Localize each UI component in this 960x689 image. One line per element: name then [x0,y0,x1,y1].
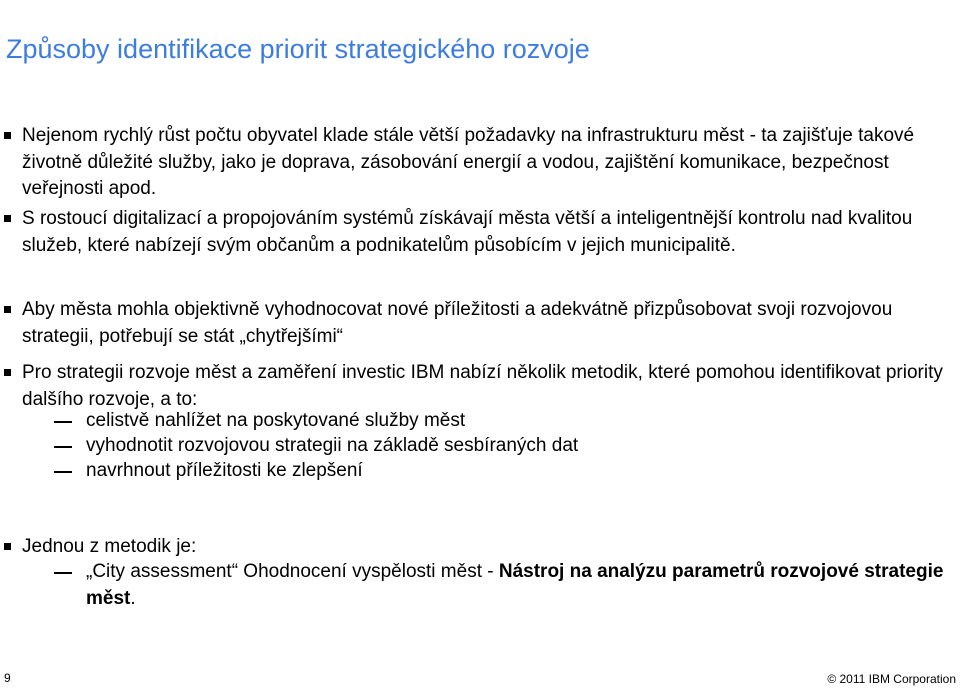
sub-bullet-text: „City assessment“ Ohodnocení vyspělosti měst - [86,561,499,582]
square-bullet-icon [4,543,11,550]
bullet-2 [22,206,950,259]
square-bullet-icon [4,369,11,376]
bullet-text: Nejenom rychlý růst počtu obyvatel klade stále větší požadavky na infrastrukturu měst - ta zajišťuje takové životně důležité služby, jako je doprava, zásobování energií a vodou, zajištění komunikace, bezpečnost veřejnosti apod. [22,125,915,199]
square-bullet-icon [4,215,11,222]
page-number: 9 [4,671,11,685]
sub-bullet-text: navrhnout příležitosti ke zlepšení [86,460,363,481]
dash-bullet-icon [54,572,72,574]
bullet-3 [22,297,950,350]
sub-bullet-bold-text: Nástroj na analýzu parametrů rozvojové strategie měst [86,561,944,609]
copyright-text: 2011 IBM Corporation [836,672,956,686]
square-bullet-icon [4,132,11,139]
dash-bullet-icon [54,446,72,448]
dash-bullet-icon [54,471,72,473]
bullet-4 [22,360,950,413]
square-bullet-icon [4,306,11,313]
bullet-text: Jednou z metodik je: [22,536,197,557]
sub-bullet-3 [86,458,946,485]
sub-bullet-text: vyhodnotit rozvojovou strategii na základě sesbíraných dat [86,435,579,456]
sub-bullet-2 [86,433,946,460]
bullet-1 [22,123,950,203]
sub-bullet-1 [86,408,946,435]
bullet-text: S rostoucí digitalizací a propojováním systémů získávají města větší a inteligentnější kontrolu nad kvalitou služeb, které nabízejí svým občanům a podnikatelům působícím v jejich municipalitě. [22,208,913,256]
copyright-icon: © [827,672,837,686]
copyright [827,672,956,686]
slide-title: Způsoby identifikace priorit strategického rozvoje [6,34,590,64]
sub-bullet-period: . [130,587,136,609]
sub-bullet-text: celistvě nahlížet na poskytované služby měst [86,410,466,431]
bullet-text: Pro strategii rozvoje měst a zaměření investic IBM nabízí několik metodik, které pomohou identifikovat priority dalšího rozvoje, a to: [22,362,943,410]
dash-bullet-icon [54,421,72,423]
sub-bullet-5 [86,559,946,612]
bullet-text: Aby města mohla objektivně vyhodnocovat nové příležitosti a adekvátně přizpůsobovat svoji rozvojovou strategii, potřebují se stát „chytřejšími“ [22,299,893,347]
bullet-5 [22,534,950,561]
